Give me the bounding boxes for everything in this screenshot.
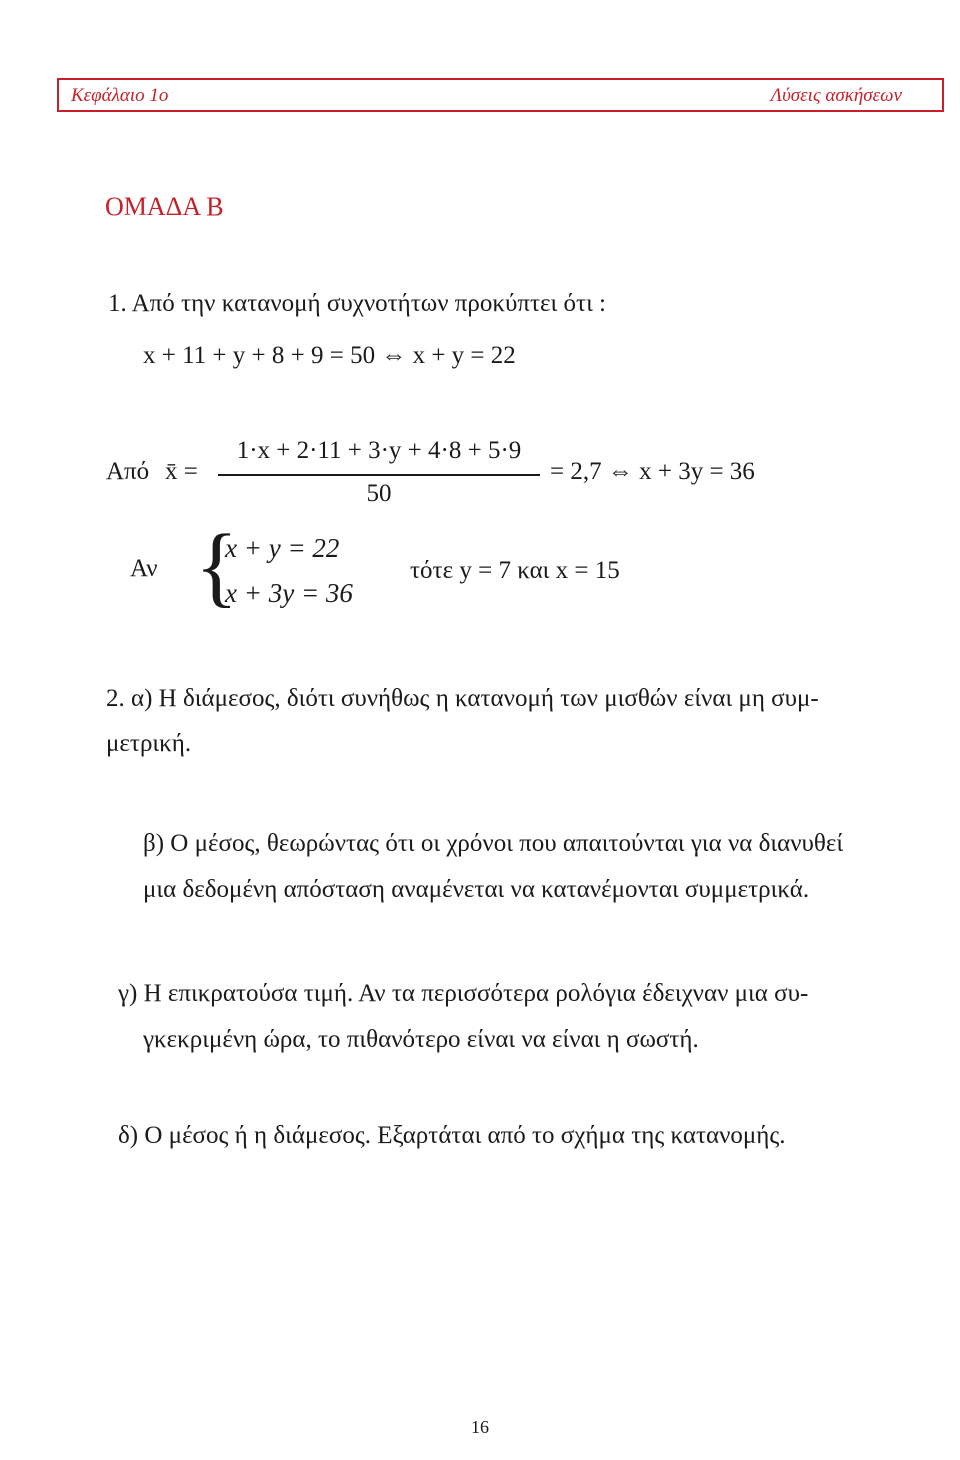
ex2-g-line-2: γκεκριμένη ώρα, το πιθανότερο είναι να είναι η σωστή. xyxy=(143,1026,699,1053)
ex2-b-line-1: β) Ο μέσος, θεωρώντας ότι οι χρόνοι που απαιτούνται για να διανυθεί xyxy=(143,830,844,857)
ex1-system-line-2: x + 3y = 36 xyxy=(225,578,353,608)
chapter-label: Κεφάλαιο 1ο xyxy=(71,85,169,106)
system-brace: { xyxy=(195,517,239,616)
ex1-xbar: x̄ = xyxy=(165,458,198,485)
page-number: 16 xyxy=(471,1417,489,1437)
ex2-g-line-1: γ) Η επικρατούσα τιμή. Αν τα περισσότερα ρολόγια έδειχναν μια συ- xyxy=(118,980,809,1007)
ex2-a-line-1: 2. α) Η διάμεσος, διότι συνήθως η κατανομή των μισθών είναι μη συμ- xyxy=(106,685,819,712)
ex1-equation-1: x + 11 + y + 8 + 9 = 50 ⇔ x + y = 22 xyxy=(143,342,516,369)
ex2-d-line-1: δ) Ο μέσος ή η διάμεσος. Εξαρτάται από το σχήμα της κατανομής. xyxy=(118,1122,786,1149)
ex1-fraction-bar xyxy=(218,474,540,476)
section-title: ΟΜΑΔΑ Β xyxy=(105,192,224,221)
ex1-fraction-denominator: 50 xyxy=(366,480,392,507)
solutions-label: Λύσεις ασκήσεων xyxy=(770,85,902,106)
ex2-a-line-2: μετρική. xyxy=(106,730,192,757)
ex1-result: = 2,7 ⇔ x + 3y = 36 xyxy=(550,458,755,485)
ex1-system-line-1: x + y = 22 xyxy=(225,533,340,563)
ex1-an-label: Αν xyxy=(130,555,158,582)
ex1-apo-label: Από xyxy=(106,458,150,485)
ex1-fraction-numerator: 1·x + 2·11 + 3·y + 4·8 + 5·9 xyxy=(236,437,522,464)
ex1-intro: 1. Από την κατανομή συχνοτήτων προκύπτει ότι : xyxy=(108,290,606,317)
page-header xyxy=(57,78,944,112)
ex2-b-line-2: μια δεδομένη απόσταση αναμένεται να κατανέμονται συμμετρικά. xyxy=(143,876,810,903)
ex1-then: τότε y = 7 και x = 15 xyxy=(410,557,620,584)
